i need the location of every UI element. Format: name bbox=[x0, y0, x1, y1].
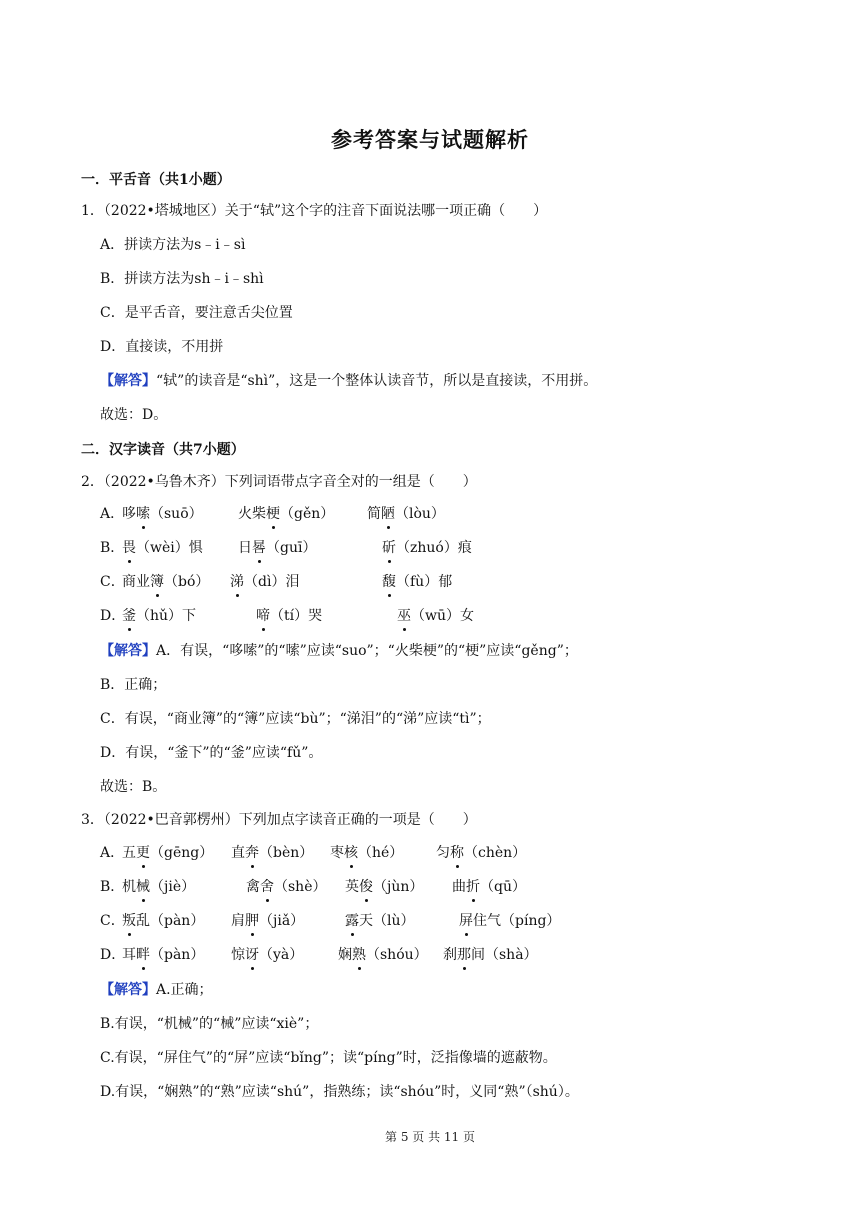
question-stem: 2．（2022•乌鲁木齐）下列词语带点字音全对的一组是（ ） bbox=[81, 474, 477, 490]
option-item: 啼（tí）哭 bbox=[256, 608, 323, 624]
option-item: 直奔（bèn） bbox=[231, 845, 314, 861]
option-item: 叛乱（pàn） bbox=[122, 913, 205, 929]
answer-line: D．有误，“釜下”的“釜”应读“fǔ”。 bbox=[100, 745, 323, 761]
option-item: 火柴梗（gěn） bbox=[238, 506, 335, 522]
option-item: 娴熟（shóu） bbox=[338, 947, 428, 963]
option-a: A． 五更（gēng） 直奔（bèn） 枣核（hé） 匀称（chèn） bbox=[100, 845, 527, 861]
section-heading: 二．汉字读音（共7小题） bbox=[81, 442, 245, 458]
option-item: 肩胛（jiǎ） bbox=[231, 913, 305, 929]
option-item: 馥（fù）郁 bbox=[382, 574, 453, 590]
answer-explanation bbox=[100, 641, 578, 661]
page-footer: 第 5 页 共 11 页 bbox=[385, 1130, 475, 1144]
answer-tag: 【解答】 bbox=[100, 982, 156, 998]
answer-text: A．有误，“哆嗦”的“嗦”应读“suo”；“火柴梗”的“梗”应读“gěng”； bbox=[156, 643, 578, 659]
option-a: A．拼读方法为s﹣i﹣sì bbox=[100, 237, 246, 253]
option-item: 刹那间（shà） bbox=[443, 947, 538, 963]
answer-text: A.正确； bbox=[156, 982, 213, 998]
option-d: D． 釜（hǔ）下 啼（tí）哭 巫（wū）女 bbox=[100, 608, 474, 624]
option-item: 惊讶（yà） bbox=[231, 947, 304, 963]
answer-line: D.有误，“娴熟”的“熟”应读“shú”，指熟练；读“shóu”时，义同“熟”（shú）。 bbox=[100, 1084, 579, 1100]
answer-choice: 故选：B。 bbox=[100, 779, 167, 795]
answer-explanation bbox=[100, 980, 213, 1000]
answer-tag: 【解答】 bbox=[100, 643, 156, 659]
answer-line: C．有误，“商业簿”的“簿”应读“bù”；“涕泪”的“涕”应读“tì”； bbox=[100, 711, 491, 727]
question-stem: 1．（2022•塔城地区）关于“轼”这个字的注音下面说法哪一项正确（ ） bbox=[81, 203, 548, 219]
section-heading: 一．平舌音（共1小题） bbox=[81, 172, 231, 188]
page-title: 参考答案与试题解析 bbox=[331, 127, 529, 152]
option-b: B． 畏（wèi）惧 日晷（guī） 斫（zhuó）痕 bbox=[100, 540, 472, 556]
option-item: 巫（wū）女 bbox=[397, 608, 474, 624]
option-item: 屏住气（píng） bbox=[459, 913, 561, 929]
answer-explanation bbox=[100, 371, 597, 391]
answer-line: B．正确； bbox=[100, 677, 167, 693]
option-item: 英俊（jùn） bbox=[345, 879, 424, 895]
option-item: 机械（jiè） bbox=[122, 879, 196, 895]
answer-text: “轼”的读音是“shì”，这是一个整体认读音节，所以是直接读，不用拼。 bbox=[156, 373, 598, 389]
option-item: 耳畔（pàn） bbox=[122, 947, 205, 963]
option-item: 五更（gēng） bbox=[122, 845, 214, 861]
option-item: 釜（hǔ）下 bbox=[122, 608, 197, 624]
answer-line: C.有误，“屏住气”的“屏”应读“bǐng”；读“píng”时，泛指像墙的遮蔽物。 bbox=[100, 1050, 557, 1066]
option-c: C． 商业簿（bó） 涕（dì）泪 馥（fù）郁 bbox=[100, 574, 453, 590]
option-item: 禽舍（shè） bbox=[246, 879, 327, 895]
option-item: 匀称（chèn） bbox=[436, 845, 527, 861]
option-d: D． 耳畔（pàn） 惊讶（yà） 娴熟（shóu） 刹那间（shà） bbox=[100, 947, 538, 963]
option-c: C．是平舌音，要注意舌尖位置 bbox=[100, 305, 293, 321]
answer-choice: 故选：D。 bbox=[100, 407, 168, 423]
option-a: A． 哆嗦（suō） 火柴梗（gěn） 简陋（lòu） bbox=[100, 506, 445, 522]
option-item: 露天（lù） bbox=[345, 913, 415, 929]
option-item: 哆嗦（suō） bbox=[122, 506, 203, 522]
option-item: 简陋（lòu） bbox=[367, 506, 445, 522]
answer-tag: 【解答】 bbox=[100, 373, 156, 389]
option-item: 日晷（guī） bbox=[238, 540, 317, 556]
option-item: 曲折（qū） bbox=[452, 879, 526, 895]
option-b: B． 机械（jiè） 禽舍（shè） 英俊（jùn） 曲折（qū） bbox=[100, 879, 526, 895]
option-item: 枣核（hé） bbox=[330, 845, 404, 861]
option-item: 商业簿（bó） bbox=[122, 574, 210, 590]
option-item: 斫（zhuó）痕 bbox=[382, 540, 472, 556]
option-d: D．直接读，不用拼 bbox=[100, 339, 224, 355]
option-item: 畏（wèi）惧 bbox=[122, 540, 203, 556]
option-item: 涕（dì）泪 bbox=[230, 574, 300, 590]
question-stem: 3．（2022•巴音郭楞州）下列加点字读音正确的一项是（ ） bbox=[81, 812, 477, 828]
answer-line: B.有误，“机械”的“械”应读“xiè”； bbox=[100, 1016, 319, 1032]
option-b: B．拼读方法为sh﹣i﹣shì bbox=[100, 271, 264, 287]
option-c: C． 叛乱（pàn） 肩胛（jiǎ） 露天（lù） 屏住气（píng） bbox=[100, 913, 561, 929]
